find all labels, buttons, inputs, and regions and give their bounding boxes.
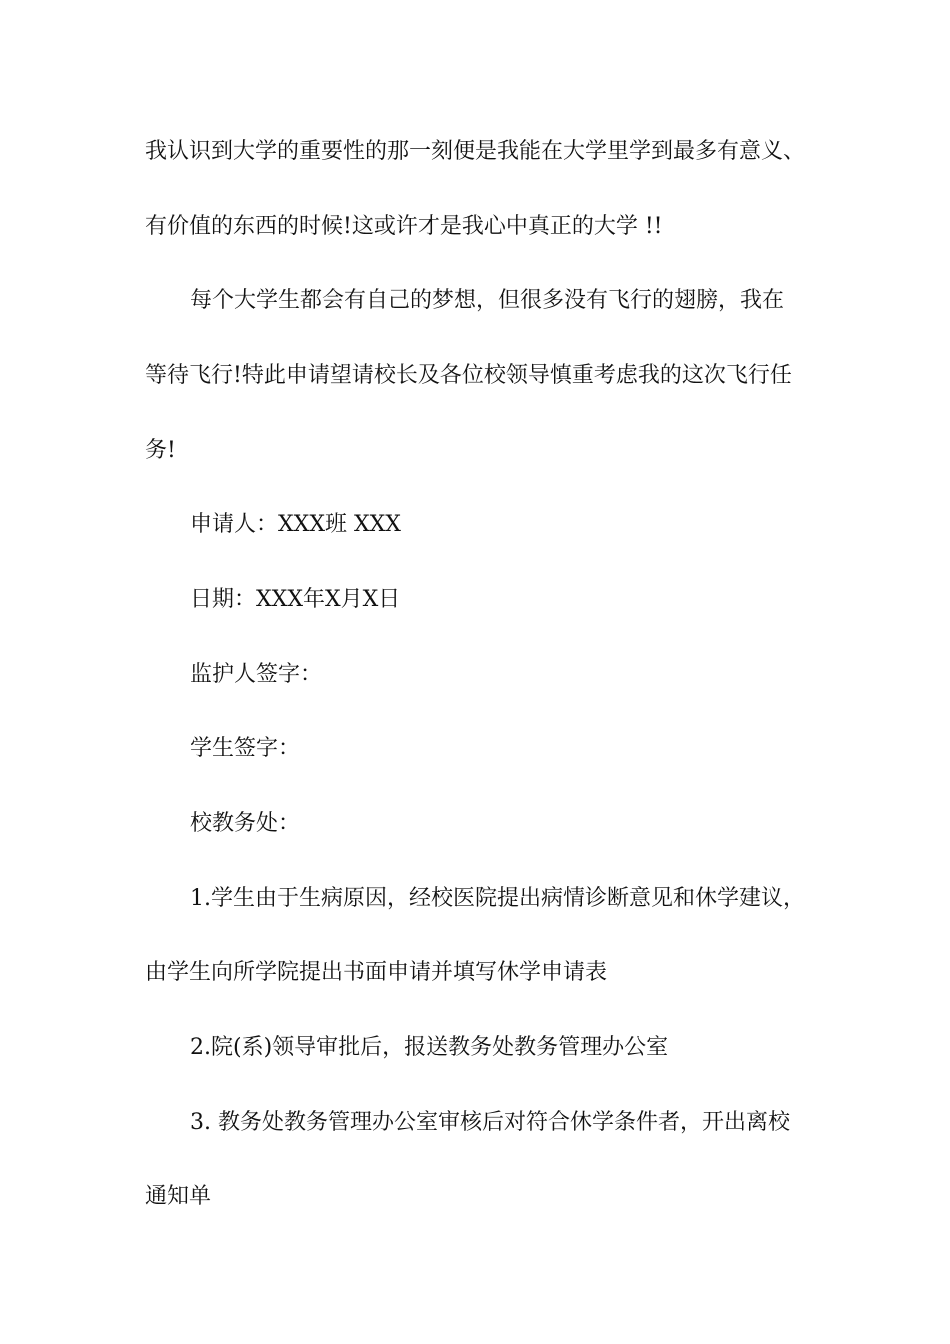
step-1-line: 1.学生由于生病原因，经校医院提出病情诊断意见和休学建议， — [190, 886, 805, 911]
paragraph-line: 务! — [145, 438, 176, 463]
step-1-continuation: 由学生向所学院提出书面申请并填写休学申请表 — [145, 960, 608, 985]
paragraph-line: 等待飞行!特此申请望请校长及各位校领导慎重考虑我的这次飞行任 — [145, 363, 792, 388]
step-2-line: 2.院(系)领导审批后，报送教务处教务管理办公室 — [190, 1035, 669, 1060]
step-3-continuation: 通知单 — [145, 1184, 212, 1209]
paragraph-line: 有价值的东西的时候!这或许才是我心中真正的大学 !! — [145, 214, 663, 239]
date-line: 日期：XXX年X月X日 — [190, 587, 401, 612]
paragraph-line: 每个大学生都会有自己的梦想，但很多没有飞行的翅膀，我在 — [190, 288, 785, 313]
student-signature-line: 学生签字： — [190, 736, 301, 761]
applicant-line: 申请人：XXX班 XXX — [190, 512, 401, 537]
guardian-signature-line: 监护人签字： — [190, 662, 323, 687]
office-heading: 校教务处： — [190, 811, 301, 836]
step-3-line: 3. 教务处教务管理办公室审核后对符合休学条件者，开出离校 — [190, 1110, 790, 1135]
paragraph-line: 我认识到大学的重要性的那一刻便是我能在大学里学到最多有意义、 — [145, 139, 806, 164]
